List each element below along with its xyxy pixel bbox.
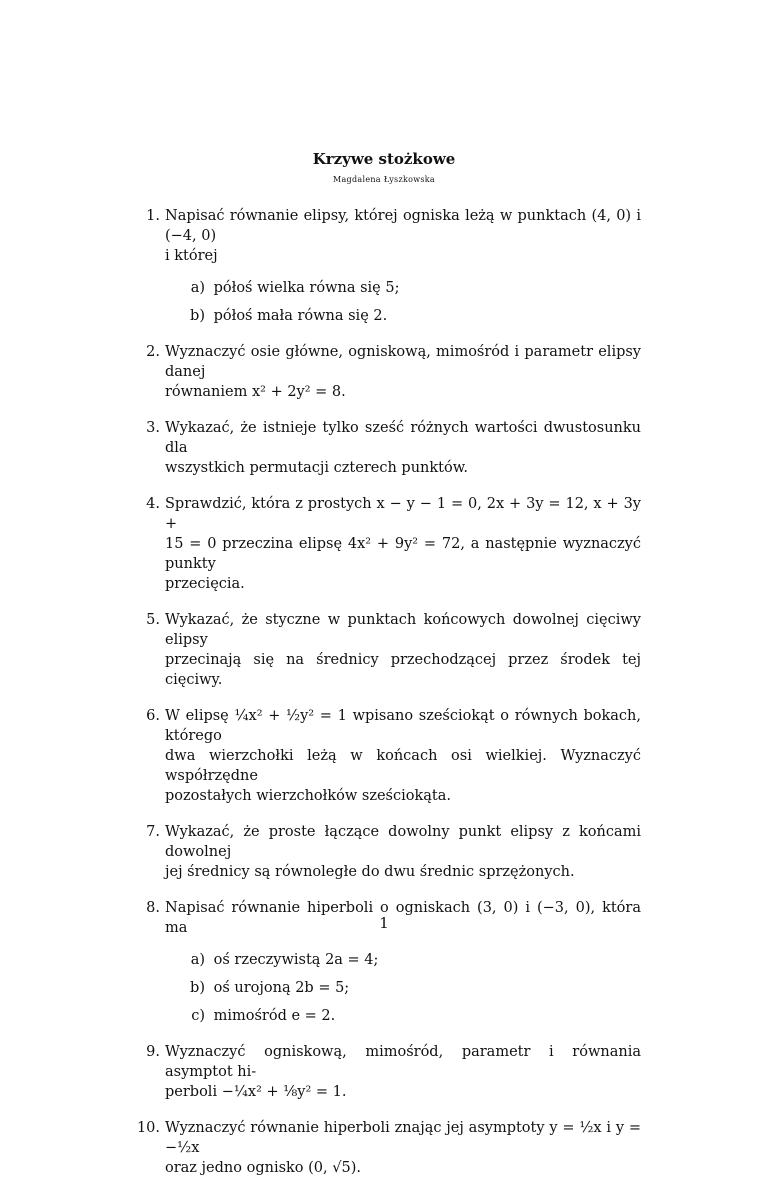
- subitem-text: oś rzeczywistą 2a = 4;: [213, 952, 379, 968]
- problem-4: [0, 494, 768, 594]
- problem-line: Wykazać, że proste łączące dowolny punkt elipsy z końcami dowolnej: [165, 824, 641, 860]
- problem-line: dwa wierzchołki leżą w końcach osi wielkiej. Wyznaczyć współrzędne: [165, 748, 641, 784]
- problem-line: przecinają się na średnicy przechodzącej przez środek tej cięciwy.: [165, 652, 641, 688]
- subitem-letter: a): [190, 280, 205, 296]
- problem-line: Wyznaczyć osie główne, ogniskową, mimośród i parametr elipsy danej: [165, 344, 641, 380]
- problem-number: 6.: [146, 708, 160, 724]
- problem-number: 3.: [146, 420, 160, 436]
- subitem-list: [185, 950, 625, 1026]
- subitem: [185, 1006, 625, 1026]
- page-number: 1: [379, 914, 389, 932]
- problem-text: [165, 206, 641, 266]
- subitem-text: oś urojoną 2b = 5;: [213, 980, 350, 996]
- problem-number: 7.: [146, 824, 160, 840]
- problem-line: oraz jedno ognisko (0, √5).: [165, 1160, 361, 1176]
- subitem-list: [185, 278, 625, 326]
- problem-7: [0, 822, 768, 882]
- problem-line: Sprawdzić, która z prostych x − y − 1 = 0, 2x + 3y = 12, x + 3y +: [165, 496, 641, 532]
- problem-10: [0, 1118, 768, 1178]
- problem-list: [0, 206, 768, 1178]
- problem-number: 5.: [146, 612, 160, 628]
- problem-line: Wyznaczyć równanie hiperboli znając jej asymptoty y = ½x i y = −½x: [165, 1120, 641, 1156]
- subitem-text: półoś mała równa się 2.: [213, 308, 388, 324]
- problem-line: Wykazać, że istnieje tylko sześć różnych wartości dwustosunku dla: [165, 420, 641, 456]
- problem-text: [165, 494, 641, 594]
- problem-6: [0, 706, 768, 806]
- problem-line: Wyznaczyć ogniskową, mimośród, parametr i równania asymptot hi-: [165, 1044, 641, 1080]
- problem-5: [0, 610, 768, 690]
- subitem: [185, 978, 625, 998]
- problem-text: [165, 418, 641, 478]
- subitem: [185, 950, 625, 970]
- problem-line: perboli −¼x² + ⅛y² = 1.: [165, 1084, 347, 1100]
- subitem-letter: c): [191, 1008, 205, 1024]
- problem-1: [0, 206, 768, 266]
- problem-number: 9.: [146, 1044, 160, 1060]
- problem-number: 1.: [146, 208, 160, 224]
- problem-text: [165, 1042, 641, 1102]
- problem-line: pozostałych wierzchołków sześciokąta.: [165, 788, 451, 804]
- problem-line: Napisać równanie hiperboli o ogniskach (3, 0) i (−3, 0), która ma: [165, 900, 641, 936]
- problem-text: [165, 610, 641, 690]
- subitem-text: półoś wielka równa się 5;: [213, 280, 400, 296]
- problem-line: równaniem x² + 2y² = 8.: [165, 384, 346, 400]
- problem-line: W elipsę ¼x² + ½y² = 1 wpisano sześciokąt o równych bokach, którego: [165, 708, 641, 744]
- problem-3: [0, 418, 768, 478]
- problem-line: Napisać równanie elipsy, której ogniska leżą w punktach (4, 0) i (−4, 0): [165, 208, 641, 244]
- problem-line: i której: [165, 248, 218, 264]
- problem-text: [165, 342, 641, 402]
- problem-text: [165, 1118, 641, 1178]
- problem-line: przecięcia.: [165, 576, 245, 592]
- subitem-letter: b): [190, 308, 205, 324]
- problem-number: 10.: [136, 1120, 160, 1136]
- problem-number: 4.: [146, 496, 160, 512]
- problem-number: 8.: [146, 900, 160, 916]
- problem-number: 2.: [146, 344, 160, 360]
- problem-line: 15 = 0 przeczina elipsę 4x² + 9y² = 72, a następnie wyznaczyć punkty: [165, 536, 641, 572]
- subitem: [185, 278, 625, 298]
- subitem-text: mimośród e = 2.: [213, 1008, 336, 1024]
- problem-2: [0, 342, 768, 402]
- problem-line: Wykazać, że styczne w punktach końcowych dowolnej cięciwy elipsy: [165, 612, 641, 648]
- document-title: Krzywe stożkowe: [312, 150, 456, 168]
- problem-line: jej średnicy są równoległe do dwu średnic sprzężonych.: [165, 864, 575, 880]
- subitem-letter: b): [190, 980, 205, 996]
- problem-text: [165, 706, 641, 806]
- subitem: [185, 306, 625, 326]
- subitem-letter: a): [190, 952, 205, 968]
- document-author: Magdalena Łyszkowska: [332, 175, 435, 184]
- problem-9: [0, 1042, 768, 1102]
- problem-text: [165, 822, 641, 882]
- problem-line: wszystkich permutacji czterech punktów.: [165, 460, 469, 476]
